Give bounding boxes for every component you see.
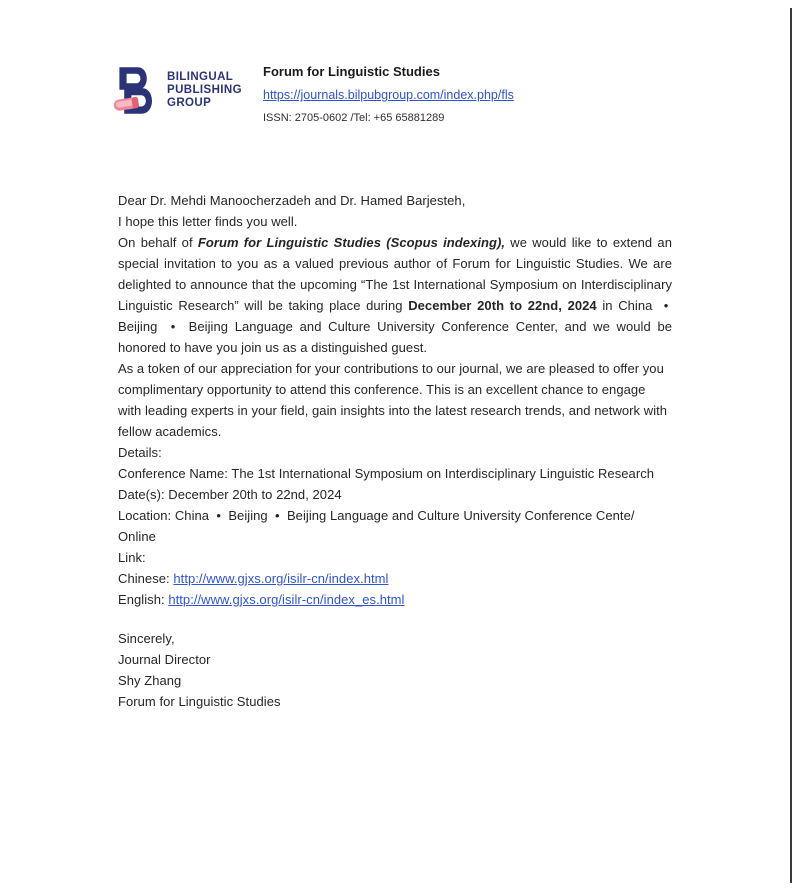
- english-link-line: [118, 589, 672, 610]
- bilingual-publishing-group-logo: [113, 62, 250, 119]
- conference-name-line: Conference Name: The 1st International Symposium on Interdisciplinary Linguistic Research: [118, 466, 655, 481]
- invitation-text-pre: On behalf of: [118, 235, 198, 250]
- journal-title: Forum for Linguistic Studies: [263, 64, 440, 79]
- journal-url-link[interactable]: https://journals.bilpubgroup.com/index.php/fls: [263, 88, 514, 102]
- publisher-name-line2: PUBLISHING: [167, 84, 242, 96]
- invitation-text-mid: we would like to extend an special invitation to you as a valued previous author of Forum for Linguistic Studies. We are delighted to announce that the upcoming “The 1st International Symposium on Interdisciplinary Linguistic Research” will be taking place during: [118, 235, 672, 313]
- conference-location-line: Location: China • Beijing • Beijing Language and Culture University Conference Cente/ Online: [118, 508, 635, 544]
- invitation-paragraph: [118, 232, 672, 358]
- conference-details: [118, 463, 672, 610]
- appreciation-paragraph: As a token of our appreciation for your contributions to our journal, we are pleased to offer you complimentary opportunity to attend this conference. This is an excellent chance to engage with leading experts in your field, gain insights into the latest research trends, and network with fellow academics.: [118, 361, 668, 439]
- issn-tel-line: ISSN: 2705-0602 /Tel: +65 65881289: [263, 112, 445, 124]
- link-label: Link:: [118, 550, 146, 565]
- conference-dates-emphasis: December 20th to 22nd, 2024: [408, 298, 597, 313]
- publisher-name-line3: GROUP: [167, 97, 212, 109]
- closing-line: Sincerely,: [118, 631, 175, 646]
- signature-journal: Forum for Linguistic Studies: [118, 694, 281, 709]
- journal-name-emphasis: Forum for Linguistic Studies (Scopus indexing),: [197, 235, 505, 250]
- signature-name: Shy Zhang: [118, 673, 182, 688]
- publisher-name-line1: BILINGUAL: [167, 71, 234, 83]
- signature-role: Journal Director: [118, 652, 211, 667]
- chinese-link-line: [118, 568, 672, 589]
- journal-info: [263, 62, 514, 125]
- invitation-text-post: in China • Beijing • Beijing Language and Culture University Conference Center, and we would be honored to have you join us as a distinguished guest.: [118, 298, 672, 355]
- letterhead: [113, 62, 514, 125]
- letter-body: [118, 190, 672, 712]
- english-site-link[interactable]: http://www.gjxs.org/isilr-cn/index_es.html: [168, 592, 405, 607]
- conference-dates-line: Date(s): December 20th to 22nd, 2024: [118, 487, 342, 502]
- details-heading: Details:: [118, 445, 162, 460]
- publisher-name: [167, 71, 242, 110]
- english-link-label: English:: [118, 592, 169, 607]
- signature-block: [118, 649, 672, 712]
- chinese-site-link[interactable]: http://www.gjxs.org/isilr-cn/index.html: [173, 571, 389, 586]
- publisher-b-icon: [113, 62, 161, 119]
- salutation: Dear Dr. Mehdi Manoocherzadeh and Dr. Hamed Barjesteh,: [118, 193, 466, 208]
- chinese-link-label: Chinese:: [118, 571, 174, 586]
- opening-line: I hope this letter finds you well.: [118, 214, 298, 229]
